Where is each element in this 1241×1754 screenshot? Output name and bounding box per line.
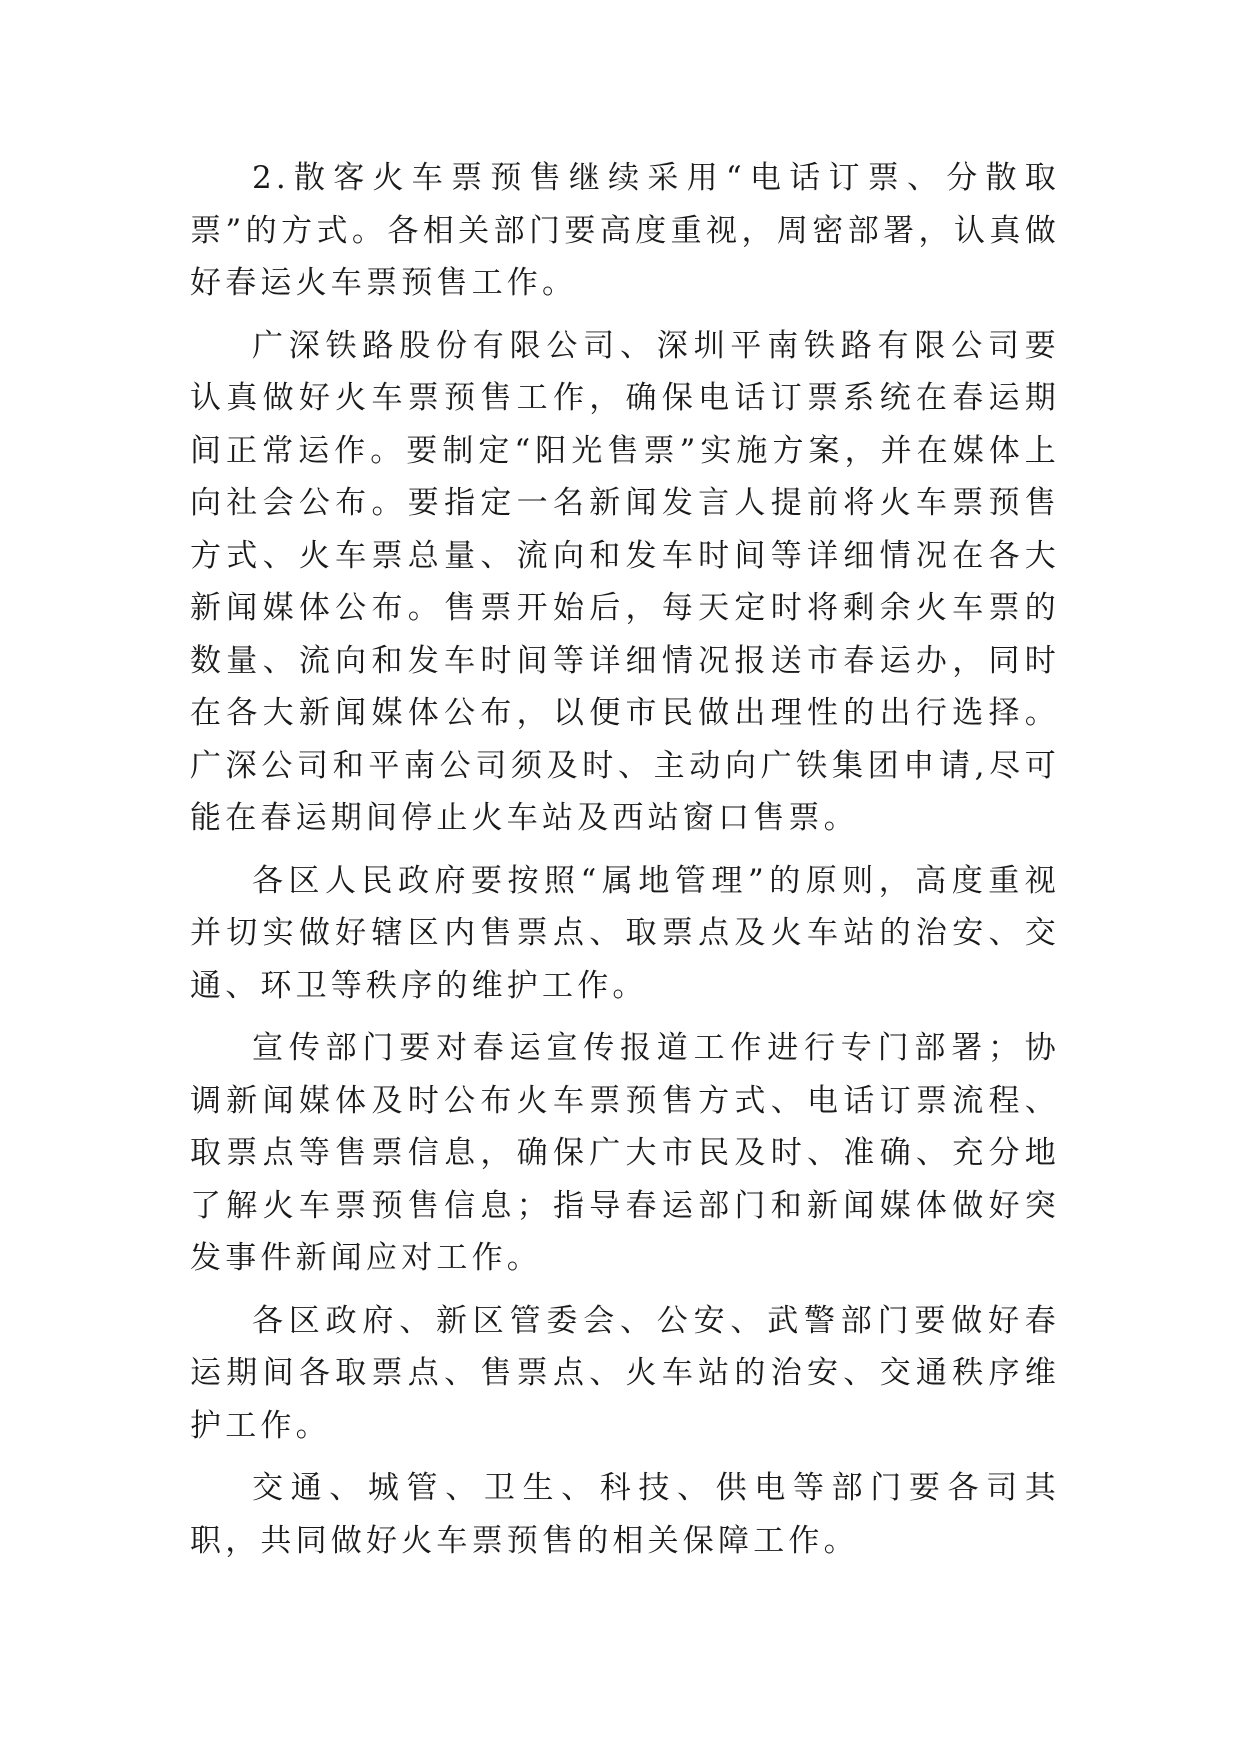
paragraph-district-governments: 各区人民政府要按照“属地管理”的原则，高度重视并切实做好辖区内售票点、取票点及火车站的治安、交通、环卫等秩序的维护工作。 <box>190 862 1060 1004</box>
paragraph-public-security: 各区政府、新区管委会、公安、武警部门要做好春运期间各取票点、售票点、火车站的治安、交通秩序维护工作。 <box>190 1302 1060 1444</box>
paragraph-railway-companies: 广深铁路股份有限公司、深圳平南铁路有限公司要认真做好火车票预售工作，确保电话订票系统在春运期间正常运作。要制定“阳光售票”实施方案，并在媒体上向社会公布。要指定一名新闻发言人提前将火车票预售方式、火车票总量、流向和发车时间等详细情况在各大新闻媒体公布。售票开始后，每天定时将剩余火车票的数量、流向和发车时间等详细情况报送市春运办，同时在各大新闻媒体公布，以便市民做出理性的出行选择。广深公司和平南公司须及时、主动向广铁集团申请,尽可能在春运期间停止火车站及西站窗口售票。 <box>190 327 1060 836</box>
document-body <box>190 152 1060 1577</box>
paragraph-ticket-presale: 2.散客火车票预售继续采用“电话订票、分散取票”的方式。各相关部门要高度重视，周密部署，认真做好春运火车票预售工作。 <box>190 160 1060 301</box>
paragraph-support-departments: 交通、城管、卫生、科技、供电等部门要各司其职，共同做好火车票预售的相关保障工作。 <box>190 1470 1060 1559</box>
paragraph-publicity-departments: 宣传部门要对春运宣传报道工作进行专门部署；协调新闻媒体及时公布火车票预售方式、电话订票流程、取票点等售票信息，确保广大市民及时、准确、充分地了解火车票预售信息；指导春运部门和新闻媒体做好突发事件新闻应对工作。 <box>190 1030 1060 1276</box>
